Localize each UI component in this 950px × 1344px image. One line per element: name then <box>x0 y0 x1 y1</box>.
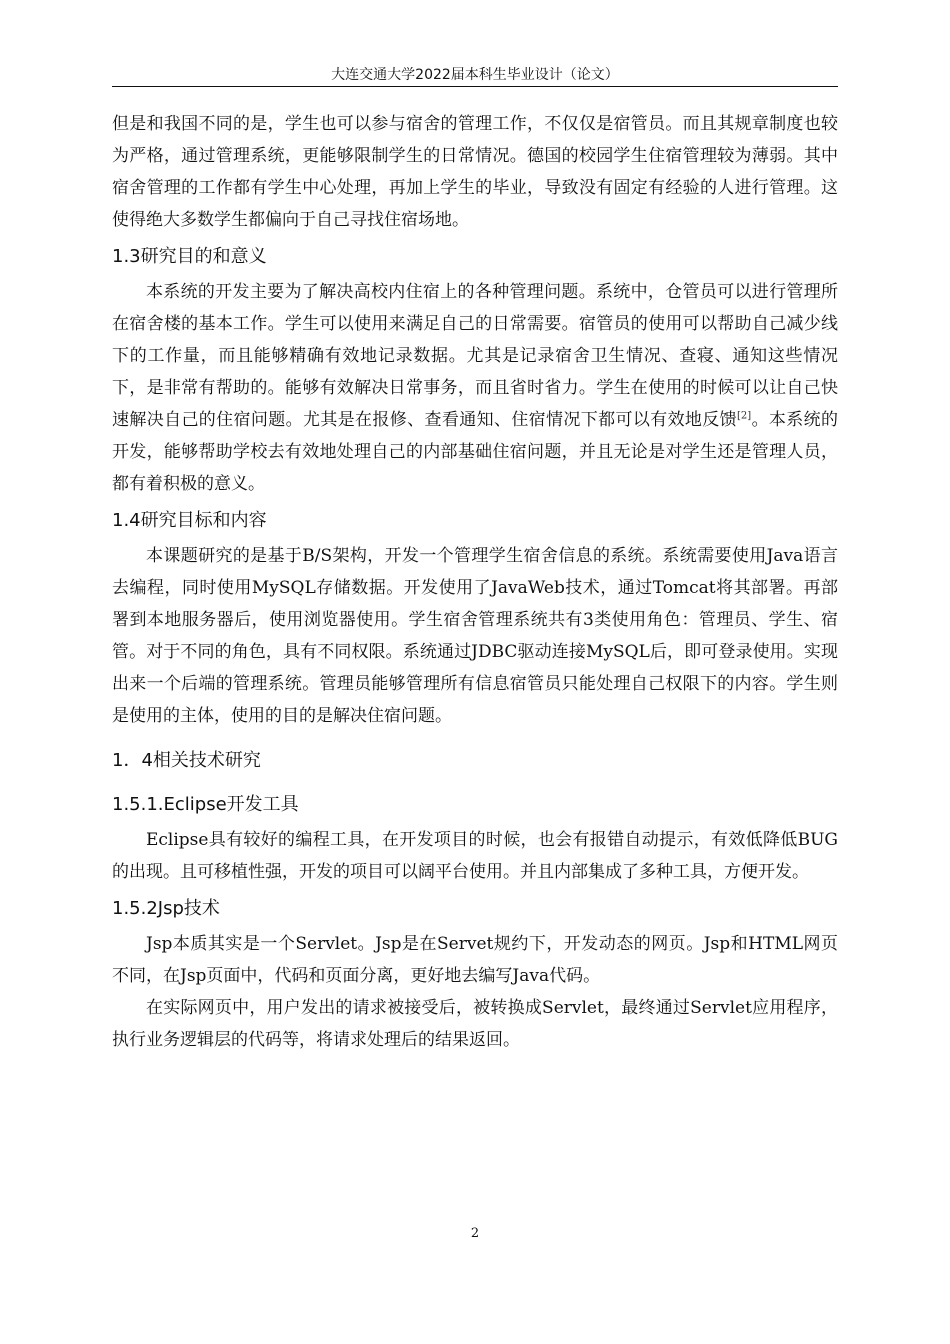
paragraph-1-3-part2: 。本系统的开发，能够帮助学校去有效地处理自己的内部基础住宿问题，并且无论是对学生还是管理人员，都有着积极的意义。 <box>112 410 839 494</box>
paragraph-1-5-2-b: 在实际网页中，用户发出的请求被接受后，被转换成Servlet，最终通过Servlet应用程序，执行业务逻辑层的代码等，将请求处理后的结果返回。 <box>112 998 838 1050</box>
heading-1-4-goals: 1.4研究目标和内容 <box>112 510 267 531</box>
heading-1-3: 1.3研究目的和意义 <box>112 246 267 267</box>
heading-1-5-1: 1.5.1.Eclipse开发工具 <box>112 794 299 815</box>
heading-1-5-2: 1.5.2Jsp技术 <box>112 898 220 919</box>
paragraph-1-4-goals: 本课题研究的是基于B/S架构，开发一个管理学生宿舍信息的系统。系统需要使用Java语言去编程，同时使用MySQL存储数据。开发使用了JavaWeb技术，通过Tomcat将其部署。再部署到本地服务器后，使用浏览器使用。学生宿舍管理系统共有3类使用角色：管理员、学生、宿管。对于不同的角色，具有不同权限。系统通过JDBC驱动连接MySQL后，即可登录使用。实现出来一个后端的管理系统。管理员能够管理所有信息宿管员只能处理自己权限下的内容。学生则是使用的主体，使用的目的是解决住宿问题。 <box>112 546 838 726</box>
paragraph-intro-tail: 但是和我国不同的是，学生也可以参与宿舍的管理工作，不仅仅是宿管员。而且其规章制度也较为严格，通过管理系统，更能够限制学生的日常情况。德国的校园学生住宿管理较为薄弱。其中宿舍管理的工作都有学生中心处理，再加上学生的毕业，导致没有固定有经验的人进行管理。这使得绝大多数学生都偏向于自己寻找住宿场地。 <box>112 114 838 230</box>
running-header: 大连交通大学2022届本科生毕业设计（论文） <box>331 67 619 83</box>
header-rule <box>112 86 838 87</box>
paragraph-1-3 <box>112 276 838 500</box>
paragraph-1-3-part1: 本系统的开发主要为了解决高校内住宿上的各种管理问题。系统中，仓管员可以进行管理所在宿舍楼的基本工作。学生可以使用来满足自己的日常需要。宿管员的使用可以帮助自己减少线下的工作量，而且能够精确有效地记录数据。尤其是记录宿舍卫生情况、查寝、通知这些情况下，是非常有帮助的。能够有效解决日常事务，而且省时省力。学生在使用的时候可以让自己快速解决自己的住宿问题。尤其是在报修、查看通知、住宿情况下都可以有效地反馈 <box>112 282 838 430</box>
paragraph-1-5-2-a: Jsp本质其实是一个Servlet。Jsp是在Servet规约下，开发动态的网页。Jsp和HTML网页不同，在Jsp页面中，代码和页面分离，更好地去编写Java代码。 <box>112 934 838 986</box>
paragraph-1-5-1: Eclipse具有较好的编程工具，在开发项目的时候，也会有报错自动提示，有效低降低BUG的出现。且可移植性强，开发的项目可以阔平台使用。并且内部集成了多种工具，方便开发。 <box>112 830 838 882</box>
body-content <box>112 108 838 1056</box>
citation-ref: [2] <box>737 410 752 422</box>
heading-1-4-tech: 1．4相关技术研究 <box>112 750 261 771</box>
page-number: 2 <box>470 1226 480 1241</box>
